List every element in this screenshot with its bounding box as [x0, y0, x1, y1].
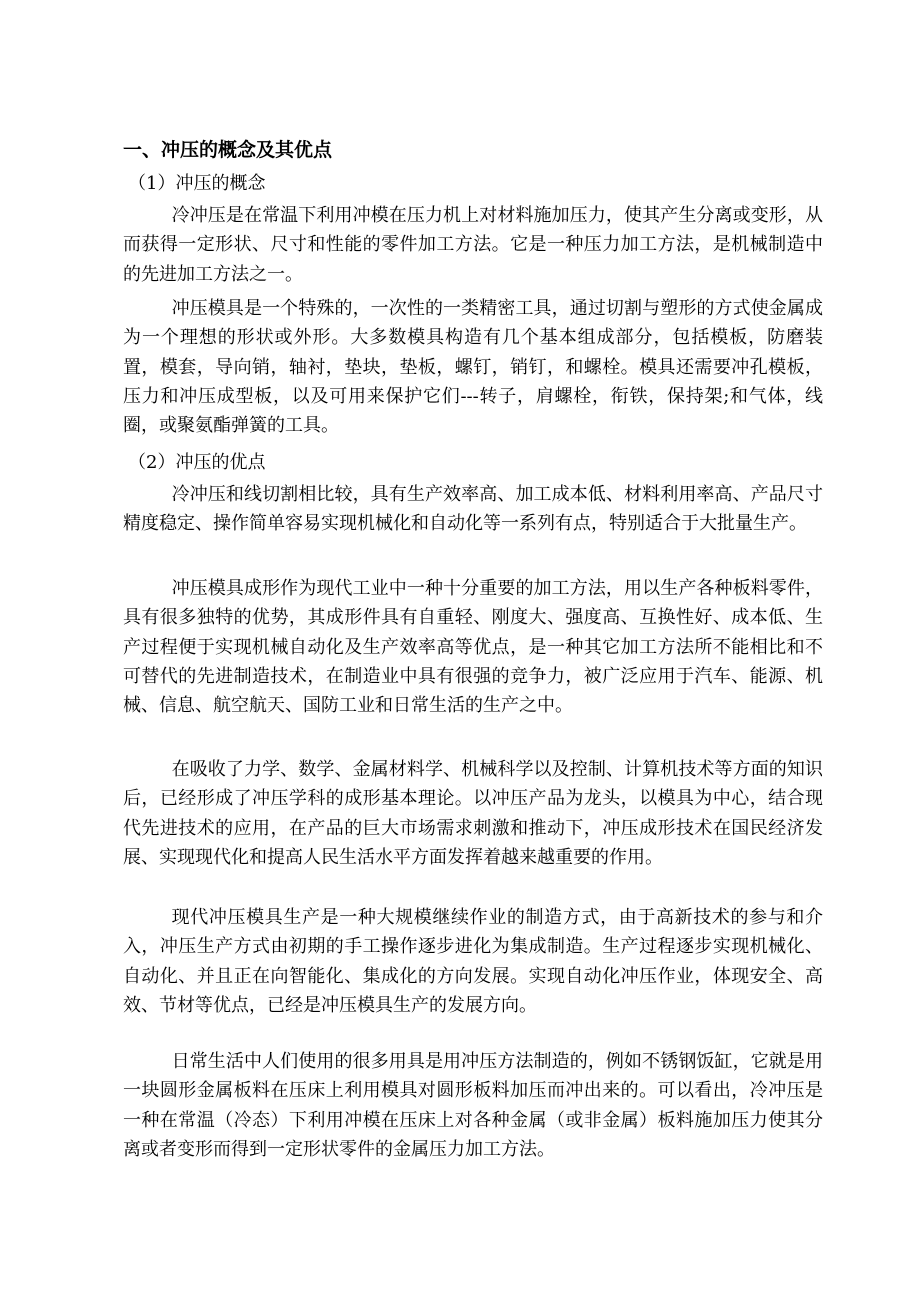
subsection-title-concept: （1）冲压的概念: [128, 173, 266, 194]
paragraph: 现代冲压模具生产是一种大规模继续作业的制造方式，由于高新技术的参与和介入，冲压生产方式由初期的手工操作逐步进化为集成制造。生产过程逐步实现机械化、自动化、并且正在向智能化、集成化的方向发展。实现自动化冲压作业，体现安全、高效、节材等优点，已经是冲压模具生产的发展方向。: [123, 907, 823, 1016]
section-heading: 一、冲压的概念及其优点: [123, 139, 333, 161]
paragraph: 冷冲压和线切割相比较，具有生产效率高、加工成本低、材料利用率高、产品尺寸精度稳定、操作简单容易实现机械化和自动化等一系列有点，特别适合于大批量生产。: [123, 484, 823, 535]
paragraph: 冲压模具是一个特殊的，一次性的一类精密工具，通过切割与塑形的方式使金属成为一个理想的形状或外形。大多数模具构造有几个基本组成部分，包括模板，防磨装置，模套，导向销，轴衬，垫块，垫板，螺钉，销钉，和螺栓。模具还需要冲孔模板，压力和冲压成型板，以及可用来保护它们---转子，肩螺栓，衔铁，保持架;和气体，线圈，或聚氨酯弹簧的工具。: [123, 298, 823, 437]
paragraph: 在吸收了力学、数学、金属材料学、机械科学以及控制、计算机技术等方面的知识后，已经形成了冲压学科的成形基本理论。以冲压产品为龙头，以模具为中心，结合现代先进技术的应用，在产品的巨大市场需求刺激和推动下，冲压成形技术在国民经济发展、实现现代化和提高人民生活水平方面发挥着越来越重要的作用。: [123, 759, 823, 868]
subsection-title-advantages: （2）冲压的优点: [128, 452, 266, 473]
paragraph: 冷冲压是在常温下利用冲模在压力机上对材料施加压力，使其产生分离或变形，从而获得一定形状、尺寸和性能的零件加工方法。它是一种压力加工方法，是机械制造中的先进加工方法之一。: [123, 205, 823, 285]
paragraph: 冲压模具成形作为现代工业中一种十分重要的加工方法，用以生产各种板料零件，具有很多独特的优势，其成形件具有自重轻、刚度大、强度高、互换性好、成本低、生产过程便于实现机械自动化及生产效率高等优点，是一种其它加工方法所不能相比和不可替代的先进制造技术，在制造业中具有很强的竞争力，被广泛应用于汽车、能源、机械、信息、航空航天、国防工业和日常生活的生产之中。: [123, 578, 823, 717]
paragraph: 日常生活中人们使用的很多用具是用冲压方法制造的，例如不锈钢饭缸，它就是用一块圆形金属板料在压床上利用模具对圆形板料加压而冲出来的。可以看出，冷冲压是一种在常温（冷态）下利用冲模在压床上对各种金属（或非金属）板料施加压力使其分离或者变形而得到一定形状零件的金属压力加工方法。: [123, 1051, 823, 1160]
